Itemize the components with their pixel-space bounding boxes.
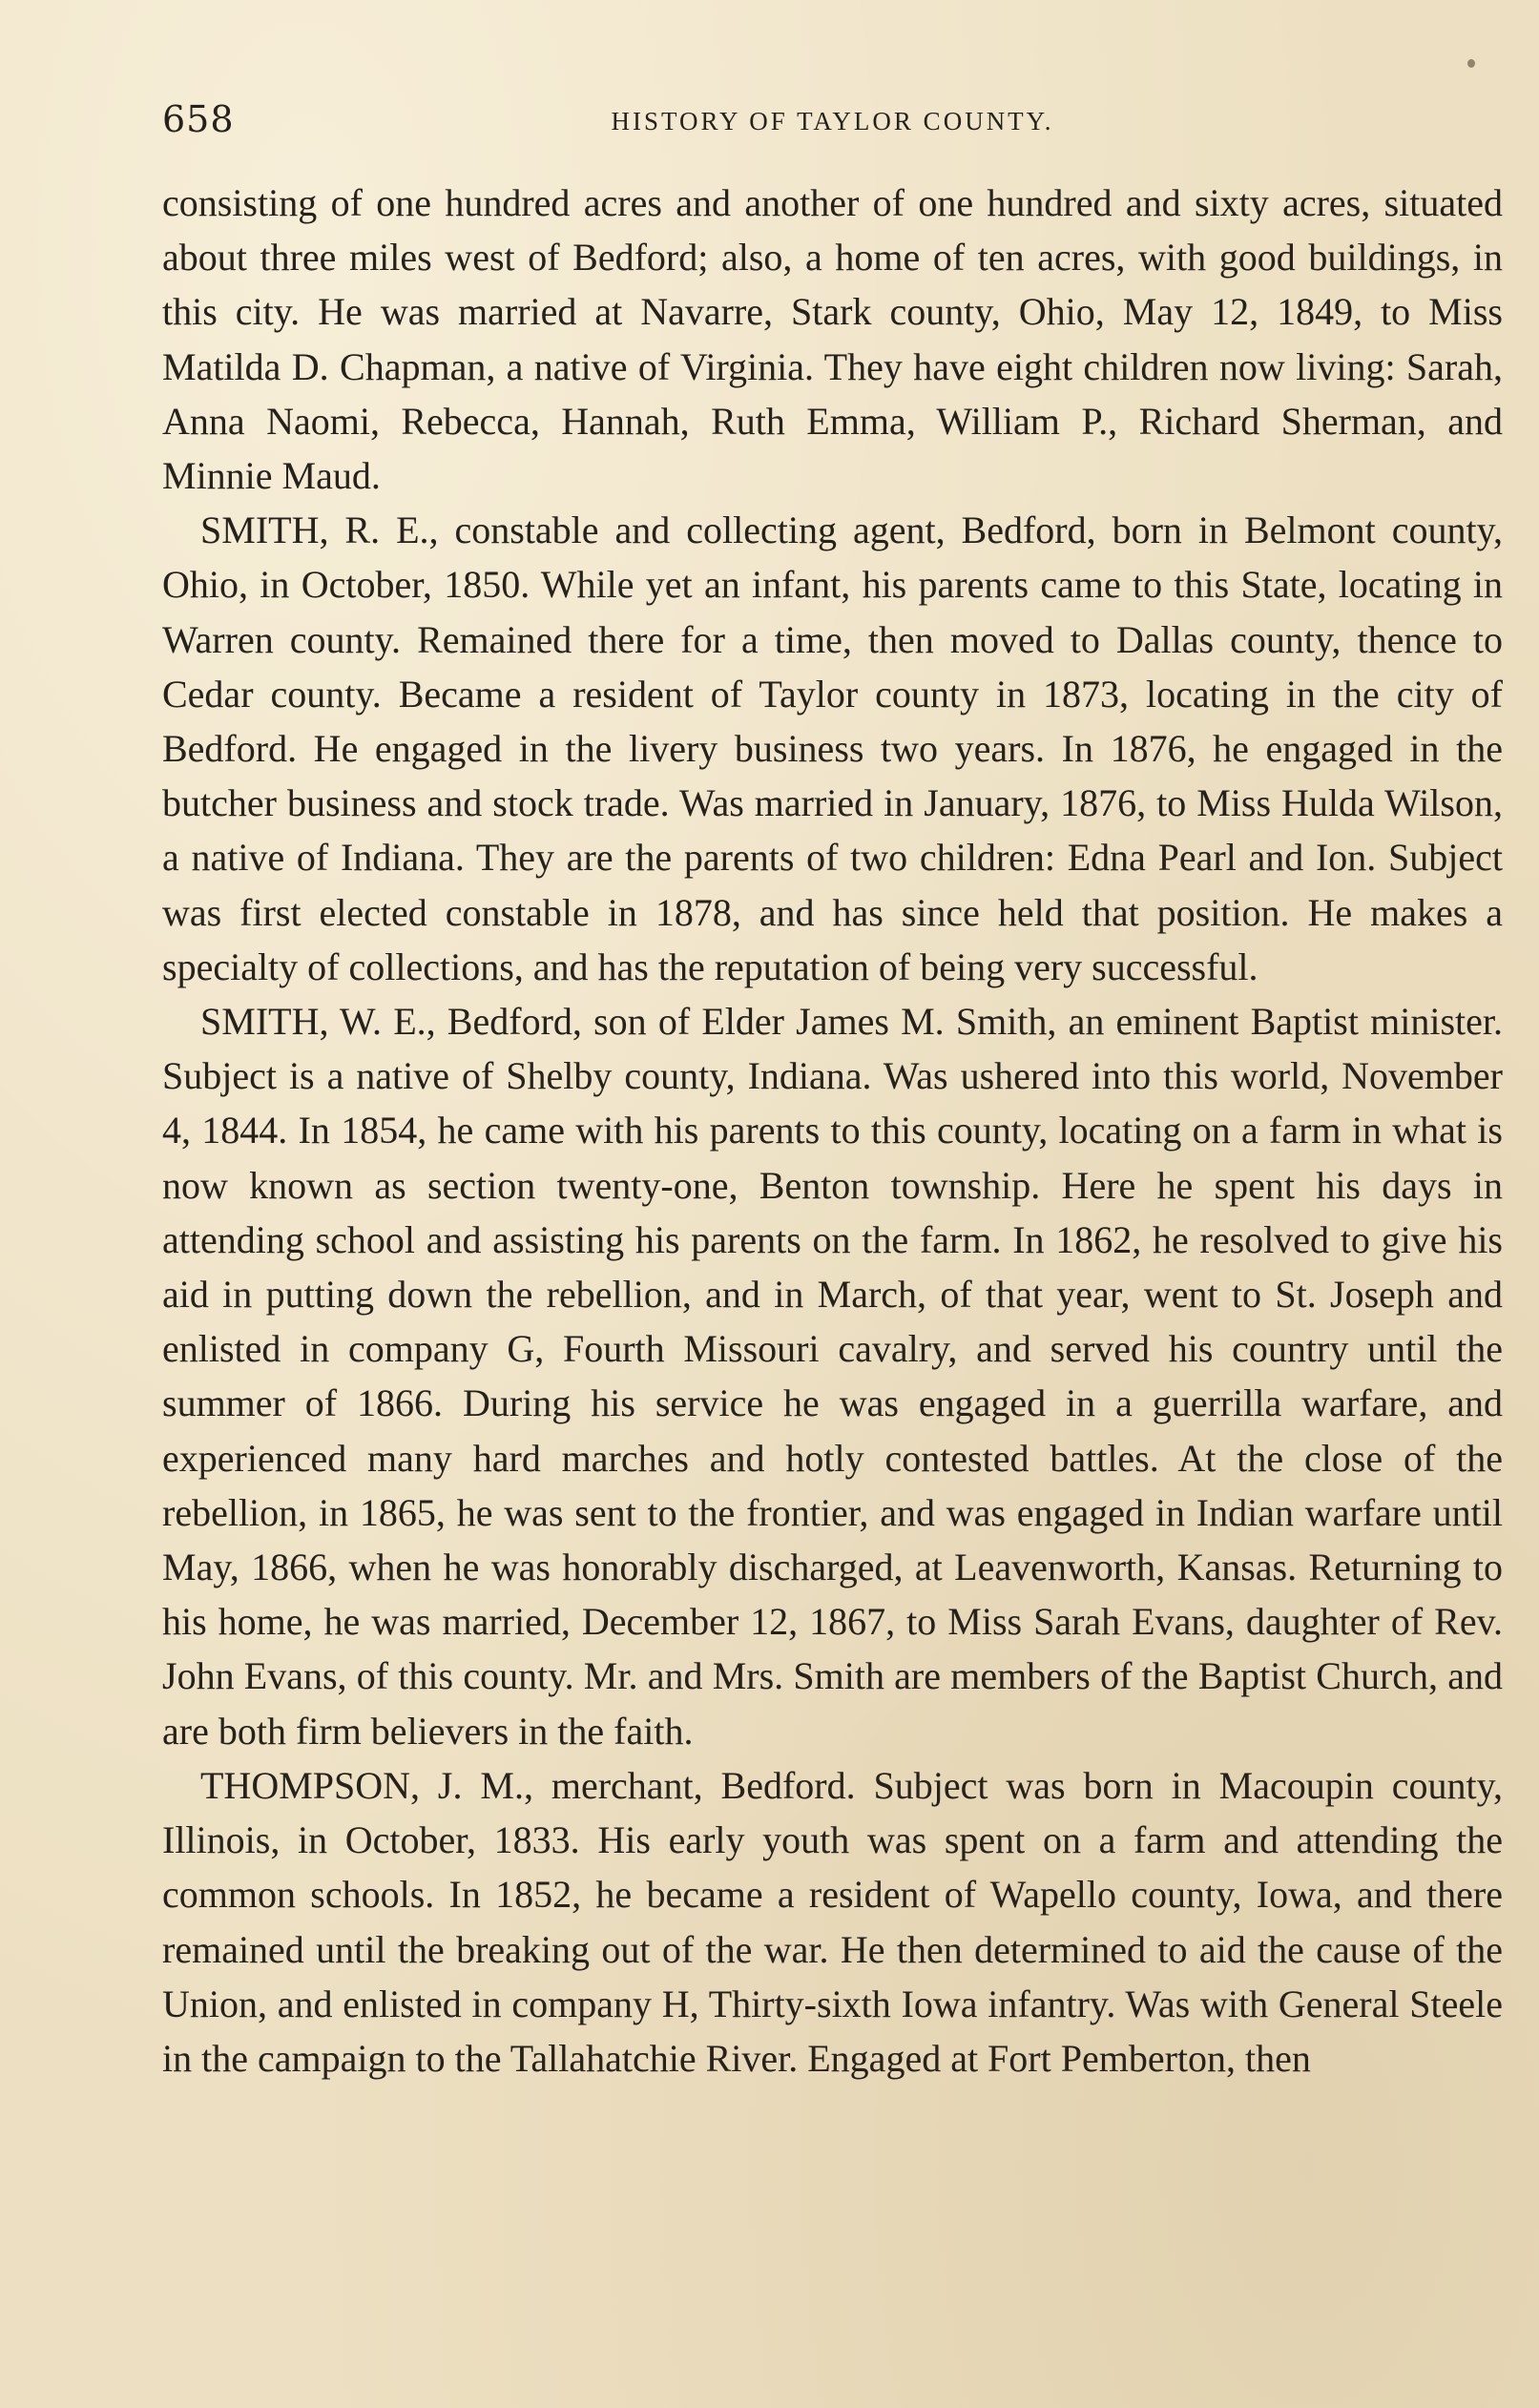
running-head: HISTORY OF TAYLOR COUNTY. <box>611 107 1054 135</box>
page-header <box>162 95 1503 143</box>
body-text <box>162 176 1503 2086</box>
page-number: 658 <box>162 98 235 140</box>
entry-smith-r-e: SMITH, R. E., constable and collecting agent, Bedford, born in Belmont county, Ohio, in October, 1850. While yet an infant, his parents came to this State, locating in Warren county. Remained there for a time, then moved to Dallas county, thence to Cedar county. Became a resident of Taylor county in 1873, locating in the city of Bedford. He engaged in the livery business two years. In 1876, he engaged in the butcher business and stock trade. Was married in January, 1876, to Miss Hulda Wilson, a native of Indiana. They are the parents of two children: Edna Pearl and Ion. Subject was first elected constable in 1878, and has since held that position. He makes a specialty of collections, and has the reputation of being very successful. <box>162 509 1503 988</box>
entry-smith-w-e: SMITH, W. E., Bedford, son of Elder James M. Smith, an eminent Baptist minister. Subject is a native of Shelby county, Indiana. Was ushered into this world, November 4, 1844. In 1854, he came with his parents to this county, locating on a farm in what is now known as section twenty-one, Benton township. Here he spent his days in attending school and assisting his parents on the farm. In 1862, he resolved to give his aid in putting down the rebellion, and in March, of that year, went to St. Joseph and enlisted in company G, Fourth Missouri cavalry, and served his country until the summer of 1866. During his service he was engaged in a guerrilla warfare, and experienced many hard marches and hotly contested battles. At the close of the rebellion, in 1865, he was sent to the frontier, and was engaged in Indian warfare until May, 1866, when he was honorably discharged, at Leavenworth, Kansas. Returning to his home, he was married, December 12, 1867, to Miss Sarah Evans, daughter of Rev. John Evans, of this county. Mr. and Mrs. Smith are members of the Baptist Church, and are both firm believers in the faith. <box>162 1000 1503 1753</box>
entry-thompson-j-m: THOMPSON, J. M., merchant, Bedford. Subject was born in Macoupin county, Illinois, in October, 1833. His early youth was spent on a farm and attending the common schools. In 1852, he became a resident of Wapello county, Iowa, and there remained until the breaking out of the war. He then determined to aid the cause of the Union, and enlisted in company H, Thirty-sixth Iowa infantry. Was with General Steele in the campaign to the Tallahatchie River. Engaged at Fort Pemberton, then <box>162 1763 1503 2080</box>
paragraph-continuation: consisting of one hundred acres and another of one hundred and sixty acres, situated about three miles west of Bedford; also, a home of ten acres, with good buildings, in this city. He was married at Navarre, Stark county, Ohio, May 12, 1849, to Miss Matilda D. Chapman, a native of Virginia. They have eight children now living: Sarah, Anna Naomi, Rebecca, Hannah, Ruth Emma, William P., Richard Sherman, and Minnie Maud. <box>162 181 1503 498</box>
ink-speck <box>1467 59 1475 68</box>
